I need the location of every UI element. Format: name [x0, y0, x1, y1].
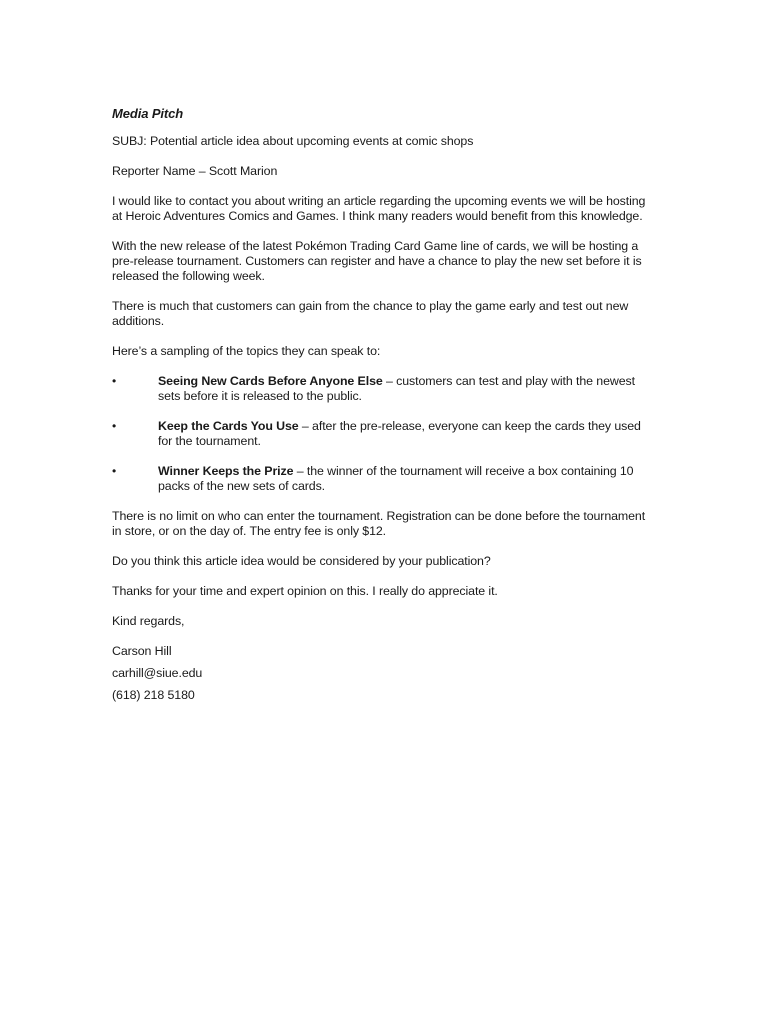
bullet-icon: • [112, 464, 117, 478]
signature-name: Carson Hill [112, 644, 172, 658]
subject-line: SUBJ: Potential article idea about upcoming events at comic shops [112, 134, 474, 148]
list-item [112, 464, 657, 494]
list-item [112, 374, 657, 404]
paragraph-benefits: There is much that customers can gain from the chance to play the game early and test out new additions. [112, 299, 629, 328]
topic-text: – after the pre-release, everyone can keep the cards they used for the tournament. [158, 419, 641, 448]
paragraph-thanks: Thanks for your time and expert opinion on this. I really do appreciate it. [112, 584, 498, 598]
paragraph-registration: There is no limit on who can enter the tournament. Registration can be done before the tournament in store, or on the day of. The entry fee is only $12. [112, 509, 646, 538]
list-item [112, 419, 657, 449]
document-title: Media Pitch [112, 106, 184, 121]
paragraph-topics-intro: Here’s a sampling of the topics they can speak to: [112, 344, 381, 358]
topic-title: Keep the Cards You Use [158, 419, 299, 433]
topic-title: Winner Keeps the Prize [158, 464, 294, 478]
bullet-icon: • [112, 419, 117, 433]
signature-email: carhill@siue.edu [112, 666, 203, 680]
topic-text: – the winner of the tournament will receive a box containing 10 packs of the new sets of cards. [158, 464, 634, 493]
bullet-icon: • [112, 374, 117, 388]
paragraph-intro: I would like to contact you about writing an article regarding the upcoming events we will be hosting at Heroic Adventures Comics and Games. I think many readers would benefit from this knowledge. [112, 194, 646, 223]
paragraph-question: Do you think this article idea would be considered by your publication? [112, 554, 491, 568]
paragraph-release: With the new release of the latest Pokémon Trading Card Game line of cards, we will be hosting a pre-release tournament. Customers can register and have a chance to play the new set before it is released the following week. [112, 239, 642, 283]
topics-list [112, 374, 657, 494]
topic-title: Seeing New Cards Before Anyone Else [158, 374, 383, 388]
topic-text: – customers can test and play with the newest sets before it is released to the public. [158, 374, 635, 403]
signature-phone: (618) 218 5180 [112, 688, 195, 702]
closing-salutation: Kind regards, [112, 614, 185, 628]
document-body [112, 106, 657, 710]
reporter-line: Reporter Name – Scott Marion [112, 164, 278, 178]
